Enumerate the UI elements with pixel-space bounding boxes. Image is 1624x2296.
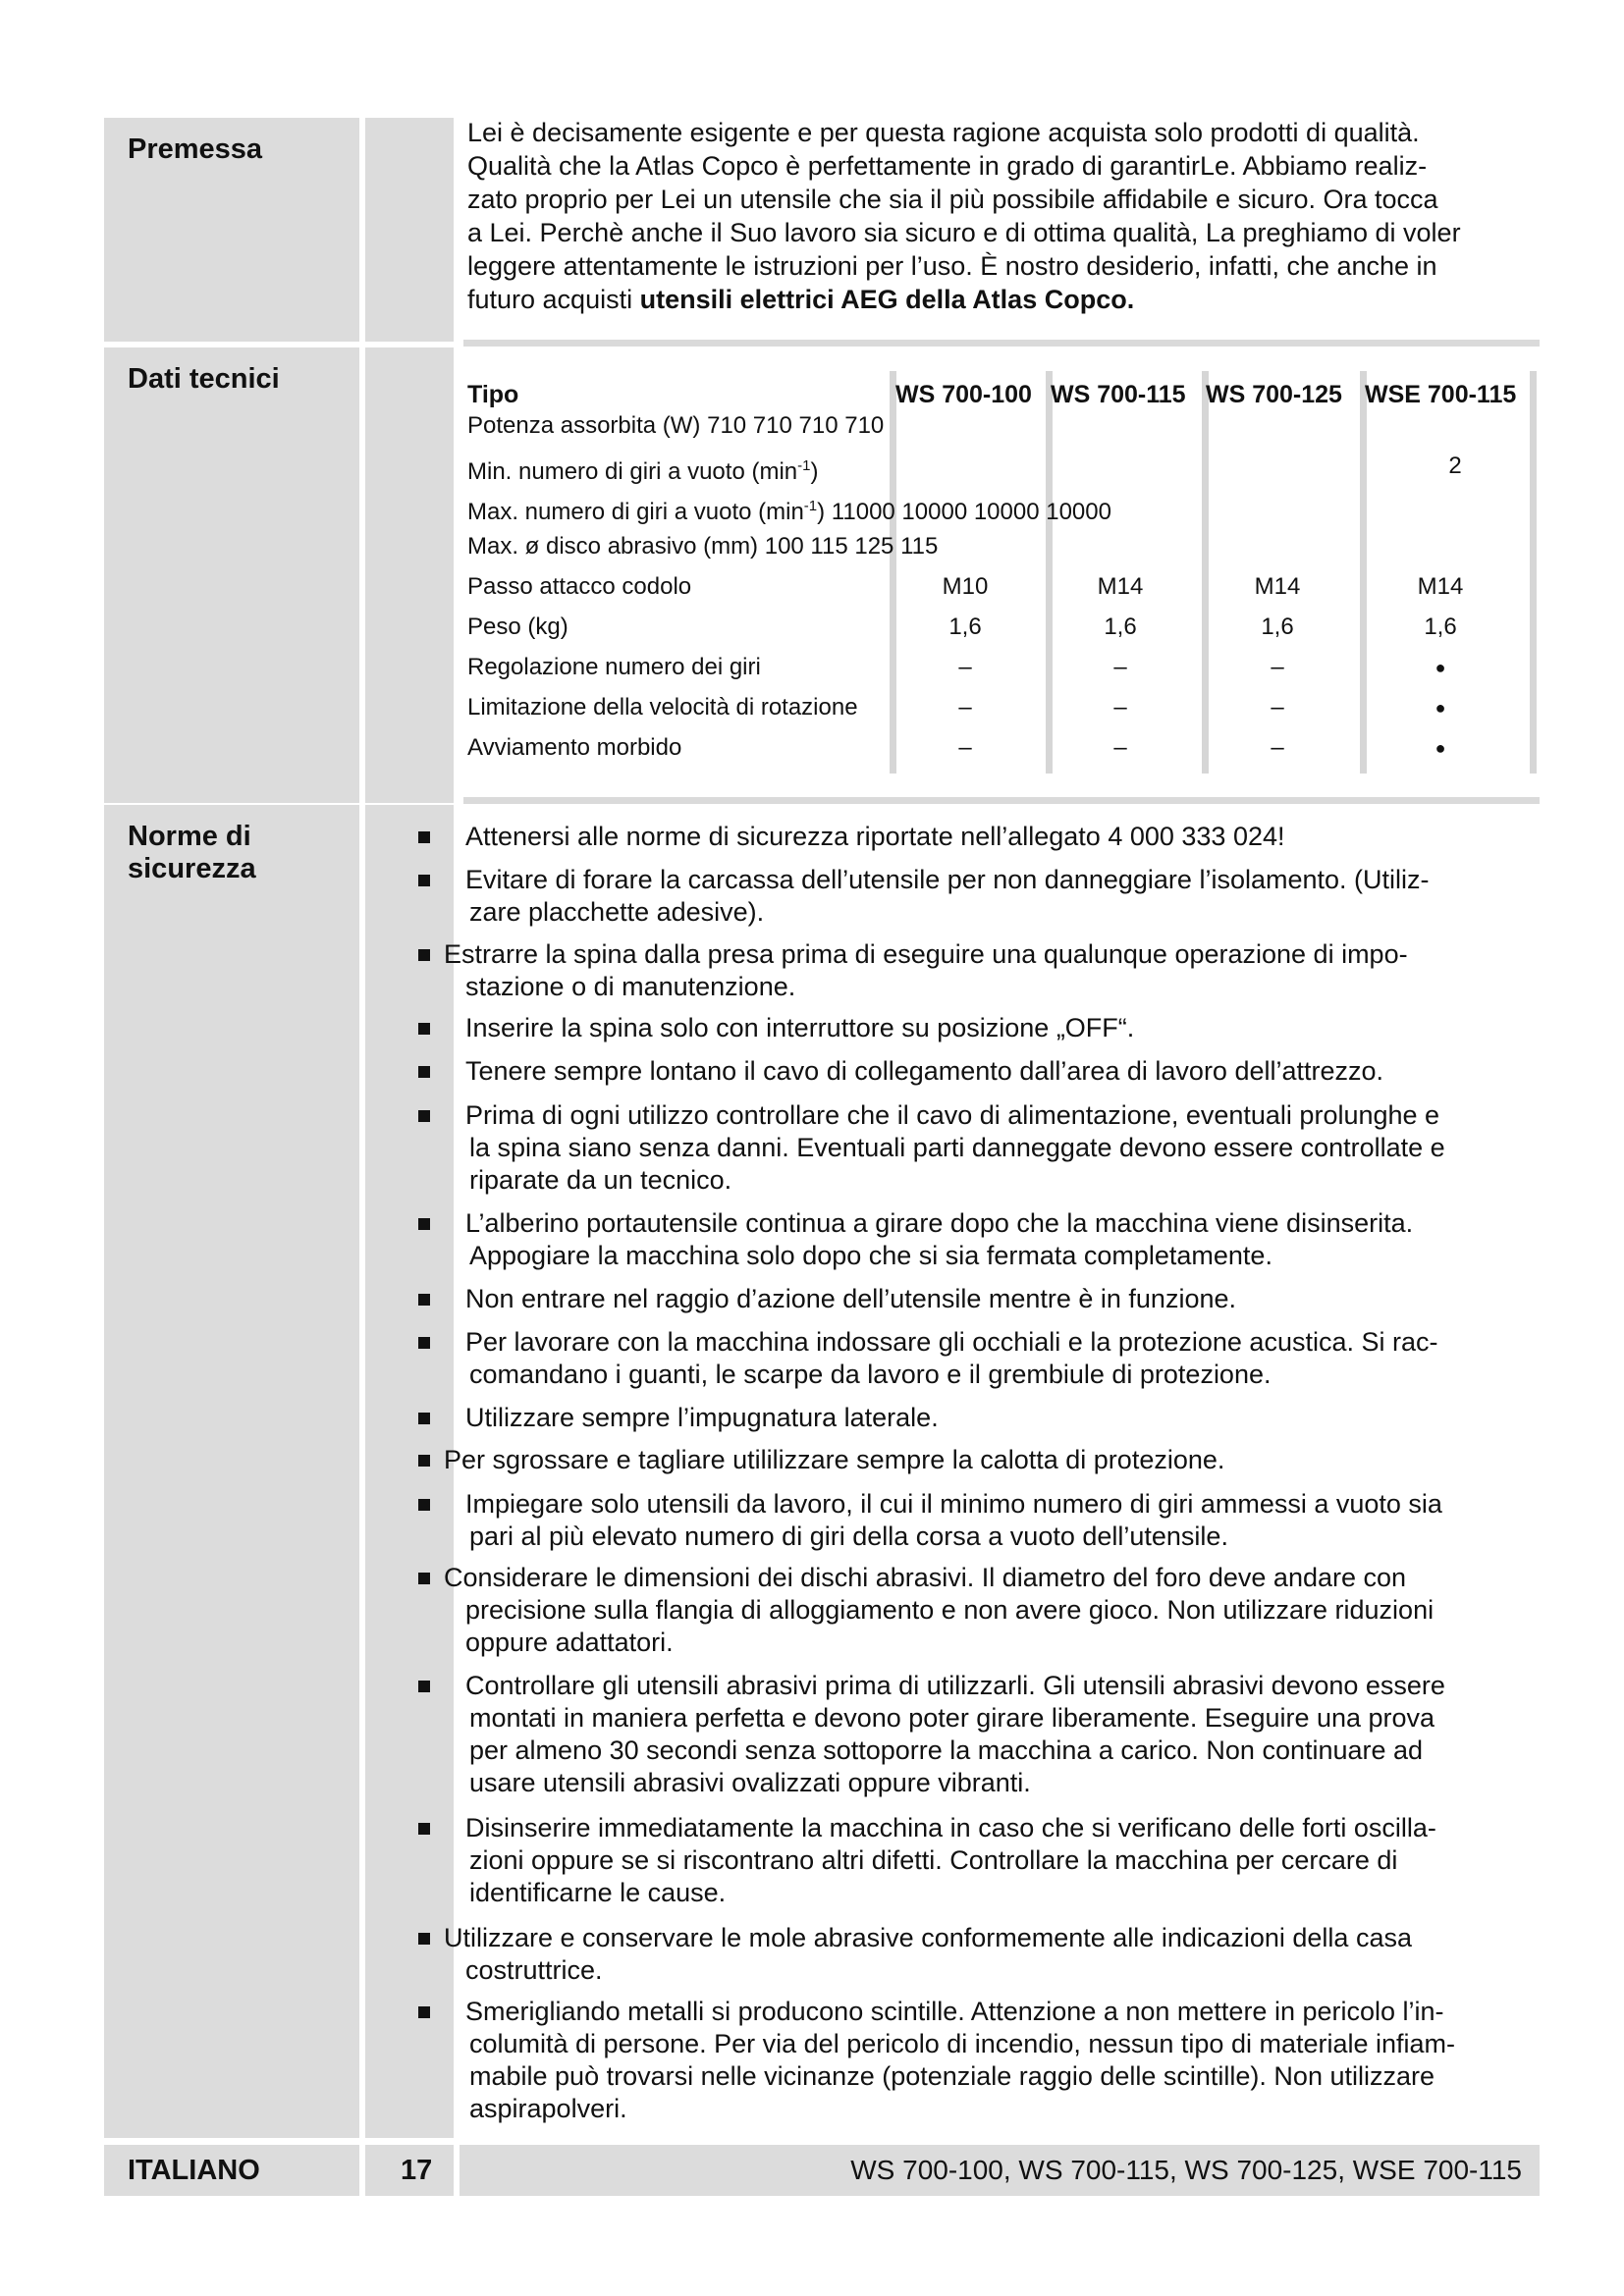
intro-line: leggere attentamente le istruzioni per l’uso. È nostro desiderio, infatti, che anche in — [467, 251, 1437, 281]
square-bullet-icon — [418, 1681, 430, 1692]
section-title-dati-tecnici: Dati tecnici — [128, 363, 280, 395]
table-cell: – — [958, 734, 972, 761]
footer-language-cell — [104, 2145, 359, 2196]
table-cell: M14 — [1417, 573, 1464, 600]
table-cell: – — [1271, 734, 1284, 761]
list-item-line: Utilizzare sempre l’impugnatura laterale. — [465, 1403, 939, 1432]
list-item-line: zioni oppure se si riscontrano altri difetti. Controllare la macchina per cercare di — [469, 1845, 1398, 1875]
table-cell: 1,6 — [1104, 614, 1137, 640]
intro-line: a Lei. Perchè anche il Suo lavoro sia sicuro e di ottima qualità, La preghiamo di voler — [467, 218, 1461, 247]
list-item-text — [465, 1488, 1575, 1553]
intro-line — [467, 283, 1557, 316]
square-bullet-icon — [418, 1294, 430, 1306]
list-item-text — [465, 1283, 1575, 1315]
row-label: Avviamento morbido — [467, 734, 682, 761]
list-item-line: Utilizzare e conservare le mole abrasive conformemente alle indicazioni della casa — [444, 1923, 1412, 1952]
square-bullet-icon — [418, 875, 430, 886]
table-row — [467, 573, 1538, 601]
section-spacer-cell — [365, 805, 454, 2138]
header-tipo: Tipo — [467, 381, 519, 408]
divider — [463, 340, 1540, 347]
list-item-text — [465, 1099, 1575, 1197]
list-item-line: montati in maniera perfetta e devono poter girare liberamente. Eseguire una prova — [469, 1703, 1435, 1733]
list-item-line: Per lavorare con la macchina indossare gli occhiali e la protezione acustica. Si rac- — [465, 1327, 1438, 1357]
list-item-line: Considerare le dimensioni dei dischi abrasivi. Il diametro del foro deve andare con — [444, 1563, 1407, 1592]
footer-models-cell — [460, 2145, 1540, 2196]
footer-models: WS 700-100, WS 700-115, WS 700-125, WSE 700-115 — [850, 2155, 1522, 2185]
list-item-text — [465, 1812, 1575, 1909]
list-item-text — [444, 1444, 1553, 1476]
list-item-text — [444, 1562, 1553, 1659]
intro-paragraph — [467, 116, 1557, 316]
list-item-line: Attenersi alle norme di sicurezza riportate nell’allegato 4 000 333 024! — [465, 822, 1285, 851]
row-label: Regolazione numero dei giri — [467, 654, 761, 680]
list-item-line: Smerigliando metalli si producono scintille. Attenzione a non mettere in pericolo l’in- — [465, 1997, 1444, 2026]
list-item-line: Appogiare la macchina solo dopo che si sia fermata completamente. — [469, 1241, 1272, 1270]
square-bullet-icon — [418, 831, 430, 843]
list-item-line: per almeno 30 secondi senza sottoporre la macchina a carico. Non continuare ad — [469, 1735, 1424, 1765]
list-item-text — [465, 821, 1575, 853]
list-item-line: columità di persone. Per via del pericolo di incendio, nessun tipo di materiale infiam- — [469, 2029, 1456, 2058]
list-item-line: mabile può trovarsi nelle vicinanze (potenziale raggio delle scintille). Non utilizzare — [469, 2061, 1435, 2091]
section-label-cell — [104, 118, 359, 342]
spec-table-header — [467, 381, 1538, 412]
intro-line: Lei è decisamente esigente e per questa ragione acquista solo prodotti di qualità. — [467, 118, 1420, 147]
table-row — [467, 412, 1538, 440]
table-row — [467, 614, 1538, 641]
intro-line: Qualità che la Atlas Copco è perfettamente in grado di garantirLe. Abbiamo realiz- — [467, 151, 1428, 181]
square-bullet-icon — [418, 2006, 430, 2018]
list-item-line: Evitare di forare la carcassa dell’utensile per non danneggiare l’isolamento. (Utiliz- — [465, 865, 1430, 894]
table-cell: 1,6 — [1424, 614, 1457, 640]
section-spacer-cell — [365, 118, 454, 342]
list-item-line: costruttrice. — [465, 1955, 603, 1985]
section-title-premessa: Premessa — [128, 133, 263, 165]
list-item-text — [465, 1670, 1575, 1799]
list-item-line: identificarne le cause. — [469, 1878, 727, 1907]
table-row — [467, 533, 1538, 561]
table-cell: – — [1271, 654, 1284, 680]
table-cell: 1,6 — [1261, 614, 1294, 640]
square-bullet-icon — [418, 1573, 430, 1584]
list-item-line: Disinserire immediatamente la macchina in caso che si verificano delle forti oscilla- — [465, 1813, 1436, 1842]
list-item-line: Impiegare solo utensili da lavoro, il cui il minimo numero di giri ammessi a vuoto sia — [465, 1489, 1442, 1519]
section-label-cell — [104, 805, 359, 2138]
square-bullet-icon — [418, 1218, 430, 1230]
list-item-line: L’alberino portautensile continua a girare dopo che la macchina viene disinserita. — [465, 1208, 1414, 1238]
page-number: 17 — [401, 2155, 433, 2186]
list-item-line: precisione sulla flangia di alloggiamento e non avere gioco. Non utilizzare riduzioni — [465, 1595, 1435, 1625]
intro-brand-emphasis: utensili elettrici AEG della Atlas Copco. — [639, 285, 1135, 314]
list-item-text — [465, 1012, 1575, 1044]
square-bullet-icon — [418, 1023, 430, 1035]
header-model: WSE 700-115 — [1365, 381, 1517, 408]
list-item-line: Tenere sempre lontano il cavo di collegamento dall’area di lavoro dell’attrezzo. — [465, 1056, 1384, 1086]
header-model: WS 700-100 — [895, 381, 1032, 408]
list-item-text — [465, 1207, 1575, 1272]
list-item-line: usare utensili abrasivi ovalizzati oppure vibranti. — [469, 1768, 1031, 1797]
table-cell: – — [958, 694, 972, 721]
unit-superscript: -1 — [803, 498, 818, 514]
list-item-line: oppure adattatori. — [465, 1628, 674, 1657]
table-cell: – — [1113, 694, 1127, 721]
list-item-line: Non entrare nel raggio d’azione dell’utensile mentre è in funzione. — [465, 1284, 1236, 1313]
row-label: Potenza assorbita (W) 710 710 710 710 — [467, 412, 885, 439]
square-bullet-icon — [418, 1110, 430, 1122]
square-bullet-icon — [418, 1933, 430, 1945]
table-cell: 2 — [1448, 453, 1462, 479]
list-item-text — [444, 938, 1553, 1003]
table-cell: M14 — [1097, 573, 1144, 600]
header-model: WS 700-125 — [1206, 381, 1342, 408]
list-item-line: aspirapolveri. — [469, 2094, 627, 2123]
list-item-text — [465, 864, 1575, 929]
table-cell: – — [1271, 694, 1284, 721]
row-label: Peso (kg) — [467, 614, 568, 640]
list-item-line: zare placchette adesive). — [469, 897, 765, 927]
row-label: Passo attacco codolo — [467, 573, 692, 600]
list-item-text — [465, 1402, 1575, 1434]
row-label-tail: ) — [810, 458, 819, 485]
header-model: WS 700-115 — [1051, 381, 1186, 408]
list-item-line: stazione o di manutenzione. — [465, 972, 796, 1001]
section-spacer-cell — [365, 347, 454, 803]
list-item-line: Controllare gli utensili abrasivi prima di utilizzarli. Gli utensili abrasivi devono essere — [465, 1671, 1445, 1700]
intro-last-prefix: futuro acquisti — [467, 285, 640, 314]
square-bullet-icon — [418, 1066, 430, 1078]
table-row — [467, 694, 1538, 721]
list-item-line: Estrarre la spina dalla presa prima di eseguire una qualunque operazione di impo- — [444, 939, 1408, 969]
section-title-norme-sicurezza: Norme di sicurezza — [128, 821, 256, 884]
spec-table-body — [467, 412, 1538, 775]
row-label: Limitazione della velocità di rotazione — [467, 694, 858, 721]
list-item-text — [465, 1326, 1575, 1391]
row-label: Max. numero di giri a vuoto (min — [467, 499, 804, 525]
list-item-line: pari al più elevato numero di giri della corsa a vuoto dell’utensile. — [469, 1522, 1228, 1551]
table-row — [467, 493, 1538, 526]
divider — [463, 797, 1540, 804]
intro-line: zato proprio per Lei un utensile che sia il più possibile affidabile e sicuro. Ora tocca — [467, 185, 1438, 214]
square-bullet-icon — [418, 1413, 430, 1424]
square-bullet-icon — [418, 1499, 430, 1511]
section-label-cell — [104, 347, 359, 803]
table-cell: ● — [1435, 658, 1446, 677]
square-bullet-icon — [418, 1337, 430, 1349]
row-label: Min. numero di giri a vuoto (min — [467, 458, 798, 485]
table-cell: M10 — [942, 573, 989, 600]
list-item-line: Inserire la spina solo con interruttore su posizione „OFF“. — [465, 1013, 1135, 1042]
table-row — [467, 453, 1538, 486]
table-cell: ● — [1435, 698, 1446, 718]
square-bullet-icon — [418, 949, 430, 961]
table-cell: – — [1113, 654, 1127, 680]
square-bullet-icon — [418, 1823, 430, 1835]
square-bullet-icon — [418, 1455, 430, 1467]
list-item-line: Prima di ogni utilizzo controllare che il cavo di alimentazione, eventuali prolunghe e — [465, 1100, 1440, 1130]
unit-superscript: -1 — [797, 457, 811, 474]
list-item-line: la spina siano senza danni. Eventuali parti danneggate devono essere controllate e — [469, 1133, 1445, 1162]
footer-page-cell — [365, 2145, 454, 2196]
row-label-tail: ) 11000 10000 10000 10000 — [817, 499, 1111, 525]
table-row — [467, 654, 1538, 681]
footer-language: ITALIANO — [128, 2155, 260, 2186]
list-item-line: Per sgrossare e tagliare utililizzare sempre la calotta di protezione. — [444, 1445, 1225, 1474]
table-cell: – — [958, 654, 972, 680]
table-cell: ● — [1435, 738, 1446, 758]
table-row — [467, 734, 1538, 762]
list-item-text — [465, 1996, 1575, 2125]
list-item-line: riparate da un tecnico. — [469, 1165, 732, 1195]
table-cell: – — [1113, 734, 1127, 761]
table-cell: 1,6 — [948, 614, 982, 640]
list-item-text — [444, 1922, 1553, 1987]
list-item-text — [465, 1055, 1575, 1088]
table-cell: M14 — [1254, 573, 1301, 600]
list-item-line: comandano i guanti, le scarpe da lavoro e il grembiule di protezione. — [469, 1360, 1272, 1389]
row-label: Max. ø disco abrasivo (mm) 100 115 125 115 — [467, 533, 939, 560]
